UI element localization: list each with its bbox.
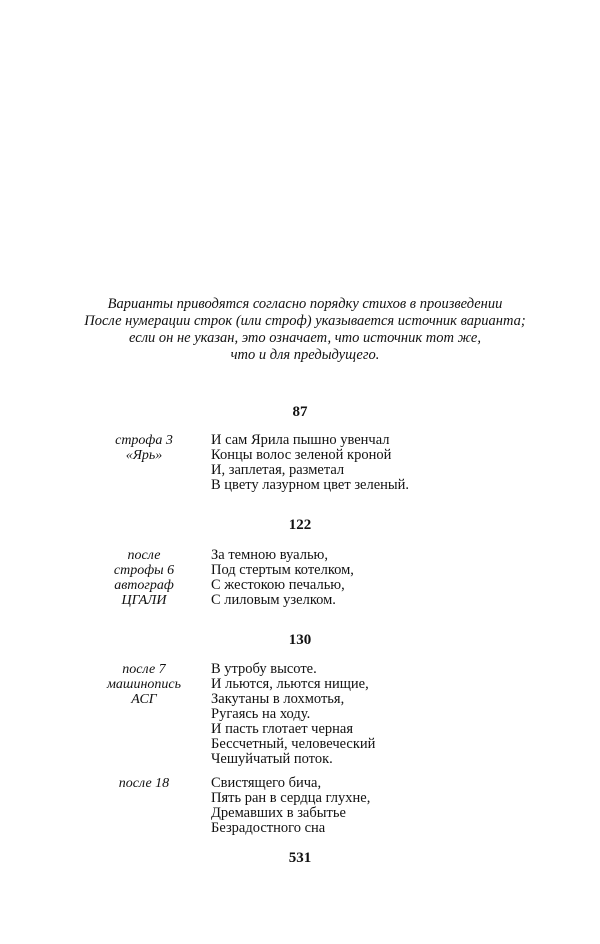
note-line: машинопись bbox=[106, 677, 182, 692]
variant-verse bbox=[211, 776, 370, 836]
intro-line: Варианты приводятся согласно порядку стихов в произведении bbox=[107, 296, 503, 312]
intro-line: что и для предыдущего. bbox=[230, 347, 380, 363]
variant-source-note bbox=[80, 776, 208, 791]
note-line: после bbox=[127, 548, 161, 563]
verse-line: С жестокою печалью, bbox=[211, 577, 345, 593]
note-line: ЦГАЛИ bbox=[121, 593, 167, 608]
verse-line: Бессчетный, человеческий bbox=[211, 736, 376, 752]
verse-line: И пасть глотает черная bbox=[211, 721, 353, 737]
note-line: строфы 6 bbox=[113, 563, 175, 578]
verse-line: И сам Ярила пышно увенчал bbox=[211, 432, 390, 448]
note-line: строфа 3 bbox=[115, 433, 173, 448]
intro-paragraph bbox=[60, 296, 550, 364]
variant-verse bbox=[211, 548, 354, 608]
verse-line: И, заплетая, разметал bbox=[211, 462, 345, 478]
verse-line: Ругаясь на ходу. bbox=[211, 706, 311, 722]
verse-line: Закутаны в лохмотья, bbox=[211, 691, 345, 707]
verse-line: В цвету лазурном цвет зеленый. bbox=[211, 477, 410, 493]
note-line: после 7 bbox=[122, 662, 166, 677]
page-number: 531 bbox=[288, 850, 312, 866]
verse-line: За темною вуалью, bbox=[211, 547, 329, 563]
verse-line: Пять ран в сердца глухне, bbox=[211, 790, 371, 806]
verse-line: Свистящего бича, bbox=[211, 775, 322, 791]
section-number: 130 bbox=[288, 632, 312, 648]
note-line: «Ярь» bbox=[125, 448, 163, 463]
verse-line: Дремавших в забытье bbox=[211, 805, 346, 821]
verse-line: Безрадостного сна bbox=[211, 820, 326, 836]
note-line: после 18 bbox=[118, 776, 170, 791]
variant-verse bbox=[211, 662, 375, 767]
variant-source-note bbox=[80, 433, 208, 463]
verse-line: С лиловым узелком. bbox=[211, 592, 336, 608]
verse-line: В утробу высоте. bbox=[211, 661, 317, 677]
intro-line: После нумерации строк (или строф) указывается источник варианта; bbox=[84, 313, 526, 329]
section-number: 87 bbox=[292, 404, 308, 420]
note-line: АСГ bbox=[131, 692, 157, 707]
variant-source-note bbox=[80, 662, 208, 707]
intro-line: если он не указан, это означает, что источник тот же, bbox=[129, 330, 481, 346]
verse-line: Концы волос зеленой кроной bbox=[211, 447, 392, 463]
variant-verse bbox=[211, 433, 409, 493]
variant-source-note bbox=[80, 548, 208, 608]
section-number: 122 bbox=[288, 517, 312, 533]
note-line: автограф bbox=[114, 578, 174, 593]
verse-line: И льются, льются нищие, bbox=[211, 676, 369, 692]
verse-line: Под стертым котелком, bbox=[211, 562, 354, 578]
verse-line: Чешуйчатый поток. bbox=[211, 751, 333, 767]
